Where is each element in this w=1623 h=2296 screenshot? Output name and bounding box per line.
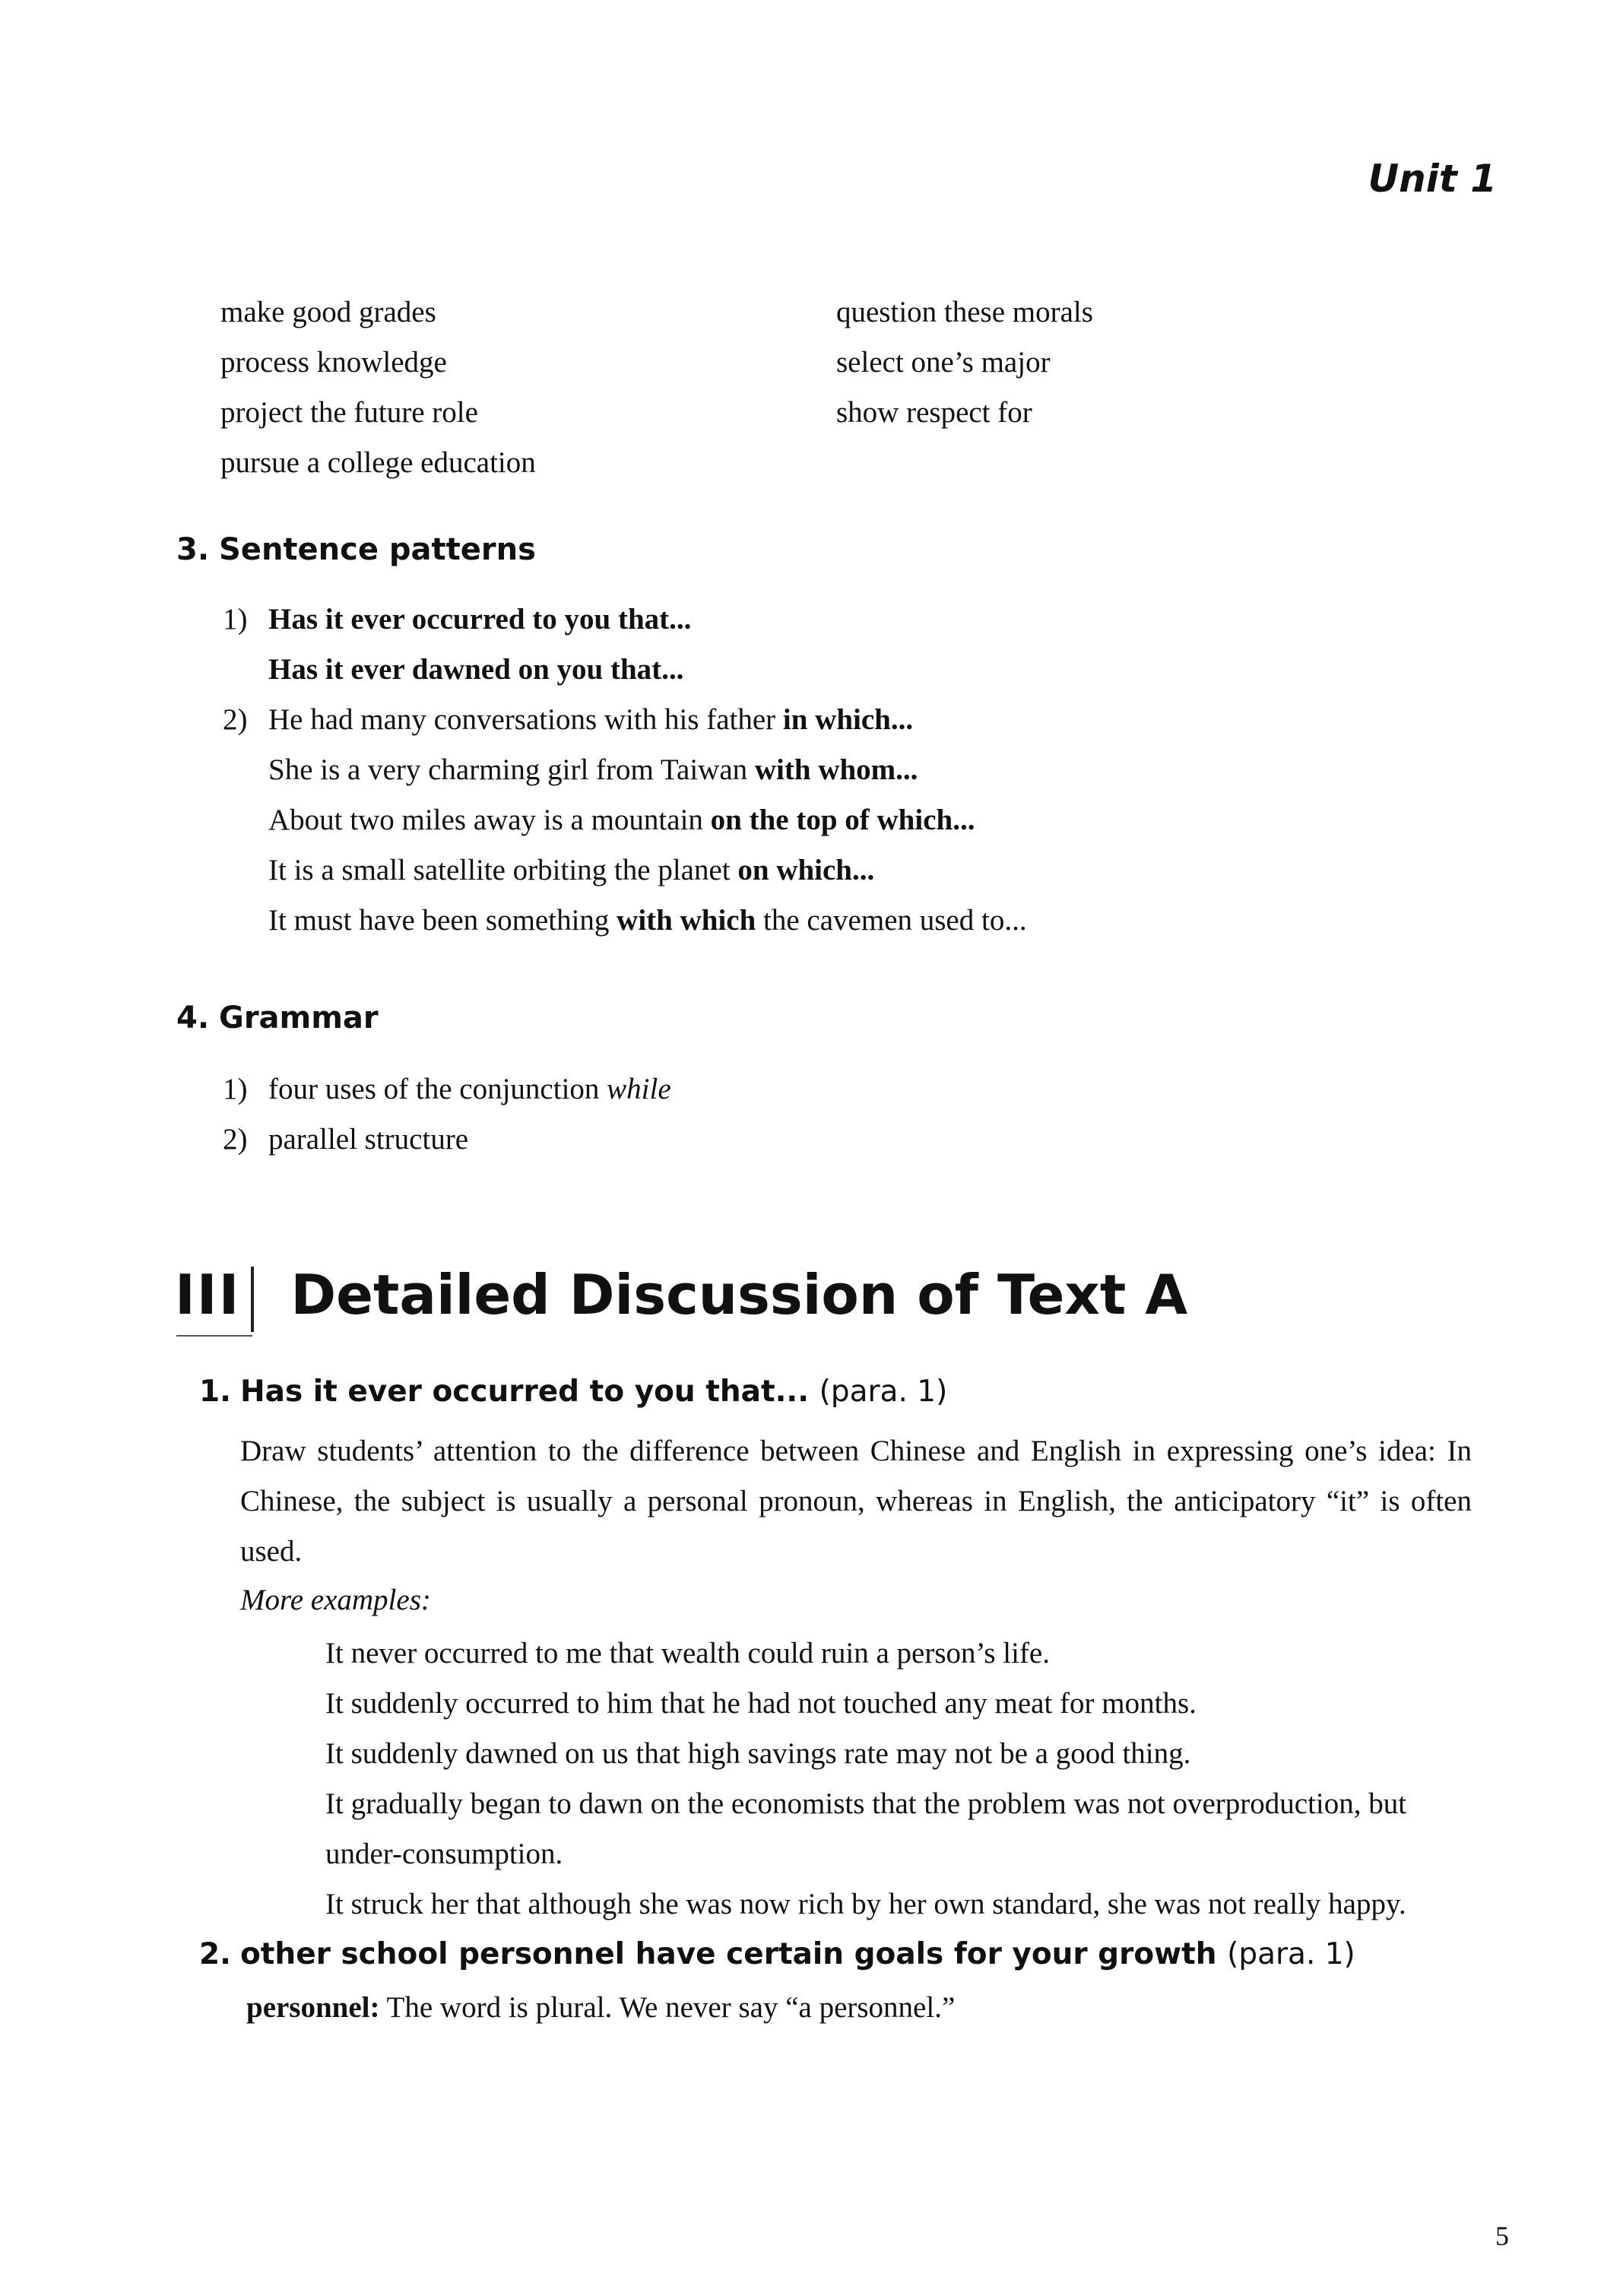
pattern-fragment: He had many conversations with his father [268, 703, 783, 736]
section-number: 4. [176, 1001, 210, 1035]
example-sentence: It suddenly dawned on us that high savings rate may not be a good thing. [325, 1737, 1191, 1770]
pattern-keyword: on which... [737, 854, 875, 886]
pattern-keyword: with whom... [754, 753, 918, 786]
grammar-row [223, 1115, 1515, 1165]
item-title: Has it ever occurred to you that... [240, 1375, 810, 1409]
phrase-item: select one’s major [836, 346, 1051, 379]
grammar-text [223, 1064, 1515, 1115]
pattern-text [223, 695, 1515, 745]
grammar-topic: parallel structure [268, 1123, 469, 1156]
pattern-text [223, 795, 1515, 845]
note-text: The word is plural. We never say “a personnel.” [379, 1991, 956, 2024]
phrase-item: project the future role [220, 396, 478, 429]
pattern-text [223, 745, 1515, 795]
grammar-list [223, 1064, 1515, 1165]
example-sentence: It struck her that although she was now rich by her own standard, she was not really happy. [325, 1888, 1406, 1920]
phrase-column-right [836, 287, 1093, 438]
sentence-pattern-list [223, 595, 1515, 946]
pattern-keyword: in which... [782, 703, 914, 736]
pattern-fragment: It is a small satellite orbiting the planet [268, 854, 738, 886]
pattern-fragment: the cavemen used to... [756, 904, 1027, 937]
item-number: 2. [199, 1937, 231, 1971]
phrase-item: pursue a college education [220, 446, 536, 479]
grammar-keyword: while [607, 1073, 671, 1105]
example-sentence: It never occurred to me that wealth could ruin a person’s life. [325, 1637, 1050, 1670]
grammar-topic: four uses of the conjunction [268, 1073, 607, 1105]
sentence-pattern-row [223, 845, 1515, 896]
section-title: Grammar [219, 1001, 379, 1035]
item-paragraph-ref: (para. 1) [1227, 1937, 1355, 1971]
discussion-item-heading-2 [199, 1937, 1355, 1971]
section-heading-grammar [176, 1001, 379, 1035]
item-title: other school personnel have certain goals for your growth [240, 1937, 1217, 1971]
item-explanation: Draw students’ attention to the difference between Chinese and English in expressing one’s idea: In Chinese, the subject is usually a personal pronoun, whereas in English, the anticipatory “it” is often used. [240, 1435, 1472, 1568]
chapter-heading [175, 1262, 1187, 1327]
pattern-text [223, 595, 1515, 645]
item-paragraph-ref: (para. 1) [819, 1375, 948, 1409]
unit-header: Unit 1 [1368, 157, 1497, 201]
phrase-item: question these morals [836, 296, 1093, 328]
note-term: personnel: [246, 1991, 380, 2024]
phrase-item: show respect for [836, 396, 1032, 429]
chapter-roman-numeral: III [175, 1263, 241, 1327]
grammar-row [223, 1064, 1515, 1115]
list-marker: 2) [223, 703, 248, 736]
pattern-fragment: She is a very charming girl from Taiwan [268, 753, 755, 786]
chapter-divider-mark [251, 1267, 254, 1332]
phrase-item: make good grades [220, 296, 436, 328]
pattern-fragment: It must have been something [268, 904, 617, 937]
pattern-keyword: Has it ever dawned on you that... [268, 653, 684, 686]
list-marker: 2) [223, 1123, 248, 1156]
pattern-text [223, 845, 1515, 896]
list-marker: 1) [223, 603, 248, 636]
pattern-text [223, 645, 1515, 695]
pattern-fragment: About two miles away is a mountain [268, 804, 711, 836]
phrase-item: process knowledge [220, 346, 447, 379]
discussion-item-heading-1 [199, 1375, 947, 1409]
section-number: 3. [176, 532, 210, 567]
sentence-pattern-row [223, 745, 1515, 795]
sentence-pattern-row [223, 645, 1515, 695]
pattern-keyword: Has it ever occurred to you that... [268, 603, 692, 636]
pattern-keyword: on the top of which... [710, 804, 975, 836]
section-heading-sentence-patterns [176, 532, 536, 567]
section-title: Sentence patterns [219, 532, 536, 567]
example-sentence: It gradually began to dawn on the economists that the problem was not overproduction, but under-consumption. [325, 1787, 1407, 1870]
example-list [325, 1628, 1481, 1930]
chapter-title: Detailed Discussion of Text A [290, 1263, 1188, 1327]
pattern-keyword: with which [617, 904, 756, 937]
grammar-text [223, 1115, 1515, 1165]
item-number: 1. [199, 1375, 231, 1409]
sentence-pattern-row [223, 795, 1515, 845]
vocabulary-note [246, 1990, 955, 2025]
sentence-pattern-row [223, 595, 1515, 645]
chapter-underline [176, 1335, 252, 1337]
pattern-text [223, 896, 1515, 946]
example-sentence: It suddenly occurred to him that he had not touched any meat for months. [325, 1687, 1197, 1720]
phrase-column-left [220, 287, 536, 488]
more-examples-label: More examples: [240, 1584, 431, 1616]
list-marker: 1) [223, 1073, 248, 1105]
sentence-pattern-row [223, 695, 1515, 745]
page-number: 5 [1495, 2221, 1509, 2251]
sentence-pattern-row [223, 896, 1515, 946]
